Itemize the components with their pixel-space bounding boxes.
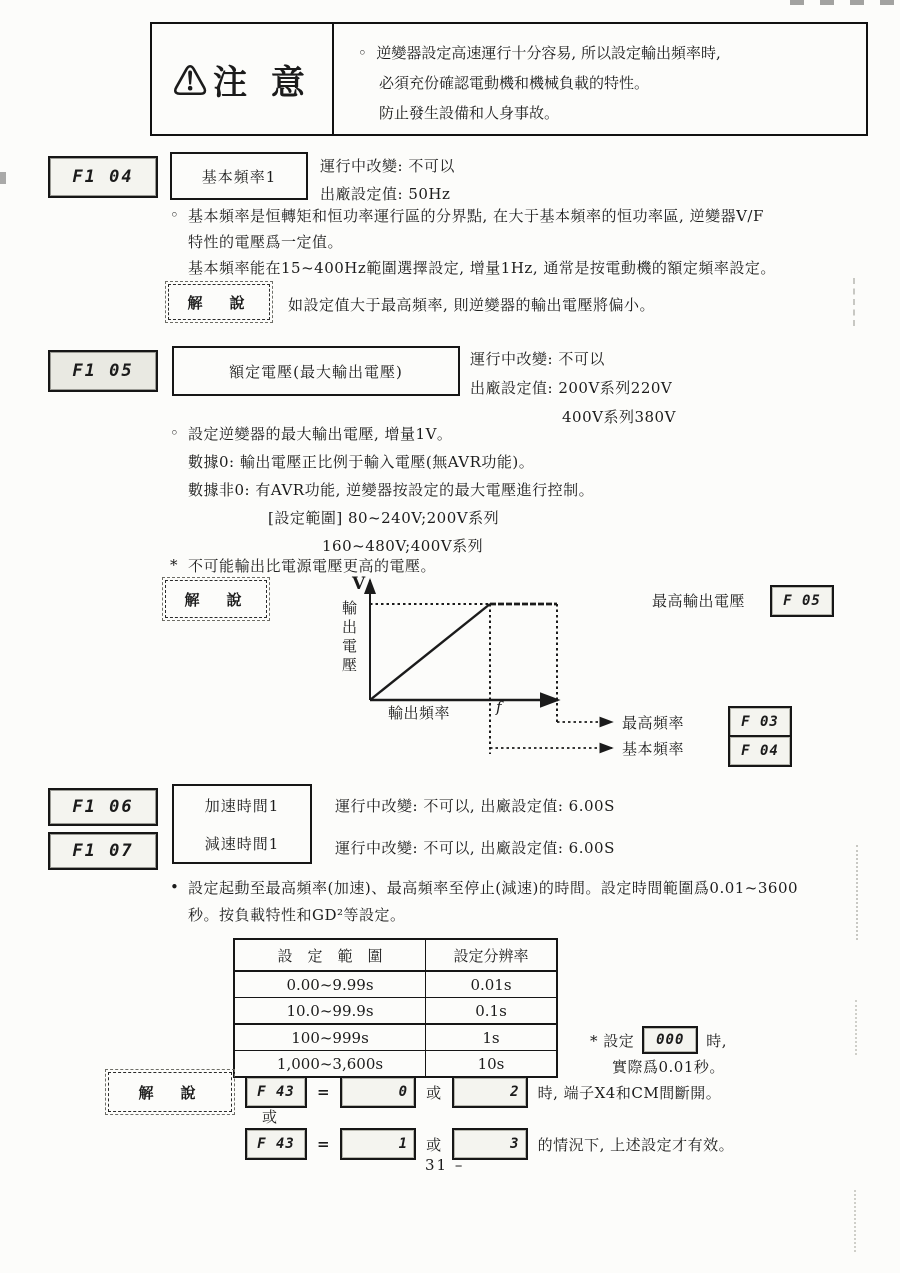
- bullet-icon: ◦: [170, 206, 180, 224]
- param-display-f43: F 43: [245, 1076, 307, 1108]
- param-display-f104: F1 04: [48, 156, 158, 198]
- bullet-icon: ◦: [170, 424, 180, 442]
- param-name-f106: 加速時間1: [204, 796, 280, 815]
- or-label: 或: [426, 1083, 442, 1102]
- value-display-2: 2: [452, 1076, 528, 1108]
- star-note-line2: 實際爲0.01秒。: [612, 1058, 725, 1076]
- max-freq-label: 最高頻率: [622, 714, 685, 732]
- page-number: 31 –: [425, 1156, 465, 1174]
- bullet-icon: •: [170, 878, 180, 896]
- info-f106: 運行中改變: 不可以, 出廠設定值: 6.00S: [335, 797, 615, 815]
- max-voltage-label: 最高輸出電壓: [652, 592, 746, 610]
- factory-setting-f105-1: 出廠設定值: 200V系列220V: [470, 379, 673, 397]
- warning-title-cell: [152, 24, 334, 134]
- diagram-v-label: V: [352, 574, 366, 594]
- table-cell-resolution: 0.1s: [426, 998, 558, 1025]
- table-row: [234, 971, 557, 998]
- warning-title: [173, 55, 311, 104]
- f105-range-2: 160~480V;400V系列: [322, 537, 484, 555]
- table-cell-range: 1,000~3,600s: [234, 1051, 426, 1078]
- f43-condition-text-2: 的情況下, 上述設定才有效。: [537, 1135, 735, 1154]
- f43-condition-text-1: 時, 端子X4和CM間斷開。: [537, 1083, 722, 1102]
- param-display-f04: F 04: [728, 735, 792, 767]
- warning-triangle-icon: ⚠: [173, 62, 214, 103]
- table-row: [234, 1051, 557, 1078]
- param-display-f03: F 03: [728, 706, 792, 738]
- param-name-box-f105: [172, 346, 460, 396]
- table-cell-range: 100~999s: [234, 1024, 426, 1051]
- value-display-0: 0: [340, 1076, 416, 1108]
- factory-setting-f105-2: 400V系列380V: [562, 408, 676, 426]
- param-name-f105: 額定電壓(最大輸出電壓): [229, 362, 403, 381]
- info-f107: 運行中改變: 不可以, 出廠設定值: 6.00S: [335, 839, 615, 857]
- f105-range-1: [設定範圍] 80~240V;200V系列: [268, 509, 500, 527]
- warning-line-text: 防止發生設備和人身事故。: [379, 104, 560, 122]
- star-note-suffix: 時,: [706, 1031, 728, 1050]
- param-display-f05: F 05: [770, 585, 834, 617]
- equals-sign: =: [317, 1083, 331, 1101]
- table-cell-range: 0.00~9.99s: [234, 971, 426, 998]
- explanation-label: 解 說: [187, 293, 251, 312]
- vf-curve-diagram: [330, 572, 622, 772]
- param-name-box-f104: [170, 152, 308, 200]
- warning-line: [358, 68, 856, 98]
- diagram-ylabel: 輸出電壓: [340, 600, 358, 676]
- accel-paragraph-line: 秒。按負載特性和GD²等設定。: [188, 906, 406, 924]
- explanation-label: 解 說: [138, 1083, 202, 1102]
- f104-paragraph-line: 基本頻率是恒轉矩和恒功率運行區的分界點, 在大于基本頻率的恒功率區, 逆變器V/F: [188, 207, 764, 225]
- scan-artifact: [855, 1000, 857, 1055]
- explanation-text-1: 如設定值大于最高頻率, 則逆變器的輸出電壓將偏小。: [288, 296, 656, 314]
- param-name-box-f106-f107: [172, 784, 312, 864]
- warning-title-text: 注 意: [213, 62, 311, 103]
- table-header-range: 設 定 範 圍: [234, 939, 426, 971]
- table-row: [234, 1024, 557, 1051]
- equals-sign: =: [317, 1135, 331, 1153]
- bullet-icon: ◦: [358, 44, 367, 62]
- table-row: [234, 998, 557, 1025]
- scan-artifact: [854, 1190, 856, 1252]
- f104-paragraph-line: 基本頻率能在15~400Hz範圍選擇設定, 增量1Hz, 通常是按電動機的額定頻率設定。: [188, 259, 776, 277]
- explanation-box: [108, 1072, 232, 1112]
- explanation-box: [168, 284, 270, 320]
- table-cell-resolution: 0.01s: [426, 971, 558, 998]
- asterisk: *: [170, 556, 178, 574]
- diagram-f-label: f: [496, 698, 503, 716]
- param-display-f106: F1 06: [48, 788, 158, 826]
- star-note: [590, 1026, 727, 1054]
- table-cell-resolution: 1s: [426, 1024, 558, 1051]
- setting-resolution-table: [233, 938, 558, 1078]
- f105-note: 不可能輸出比電源電壓更高的電壓。: [188, 557, 437, 575]
- scan-artifact: [853, 278, 855, 326]
- warning-line-text: 逆變器設定高速運行十分容易, 所以設定輸出頻率時,: [376, 44, 721, 62]
- f43-condition-row-1: [245, 1076, 721, 1108]
- accel-paragraph-line: 設定起動至最高頻率(加速)、最高頻率至停止(減速)的時間。設定時間範圍爲0.01~3600: [188, 879, 799, 897]
- table-header-resolution: 設定分辨率: [426, 939, 558, 971]
- factory-setting-f104: 出廠設定值: 50Hz: [320, 185, 451, 203]
- param-display-f105: F1 05: [48, 350, 158, 392]
- param-name-f104: 基本頻率1: [201, 167, 277, 186]
- warning-line: [358, 98, 856, 128]
- param-name-f107: 減速時間1: [204, 834, 280, 853]
- table-cell-resolution: 10s: [426, 1051, 558, 1078]
- table-header-row: [234, 939, 557, 971]
- f104-paragraph-line: 特性的電壓爲一定值。: [188, 233, 344, 251]
- param-display-f43: F 43: [245, 1128, 307, 1160]
- warning-box: [150, 22, 868, 136]
- f105-line-1: 設定逆變器的最大輸出電壓, 增量1V。: [188, 425, 453, 443]
- warning-line: [358, 38, 856, 68]
- value-display-3: 3: [452, 1128, 528, 1160]
- diagram-xlabel: 輸出頻率: [388, 704, 451, 722]
- table-cell-range: 10.0~99.9s: [234, 998, 426, 1025]
- or-label: 或: [426, 1135, 442, 1154]
- warning-line-text: 必須充份確認電動機和機械負載的特性。: [379, 74, 650, 92]
- base-freq-label: 基本頻率: [622, 740, 685, 758]
- star-note-prefix: * 設定: [590, 1031, 635, 1050]
- f105-line-2: 數據0: 輸出電壓正比例于輸入電壓(無AVR功能)。: [188, 453, 535, 471]
- f43-condition-row-2: [245, 1128, 734, 1160]
- param-display-000: 000: [642, 1026, 698, 1054]
- scan-artifact: [0, 172, 6, 184]
- run-change-f104: 運行中改變: 不可以: [320, 157, 455, 175]
- value-display-1: 1: [340, 1128, 416, 1160]
- warning-text-cell: [334, 24, 866, 134]
- or-label-middle: 或: [262, 1108, 278, 1126]
- f105-line-3: 數據非0: 有AVR功能, 逆變器按設定的最大電壓進行控制。: [188, 481, 595, 499]
- explanation-label: 解 說: [184, 590, 248, 609]
- scan-artifact: [790, 0, 898, 5]
- scan-artifact: [856, 845, 858, 940]
- explanation-box: [165, 580, 267, 618]
- run-change-f105: 運行中改變: 不可以: [470, 350, 605, 368]
- param-display-f107: F1 07: [48, 832, 158, 870]
